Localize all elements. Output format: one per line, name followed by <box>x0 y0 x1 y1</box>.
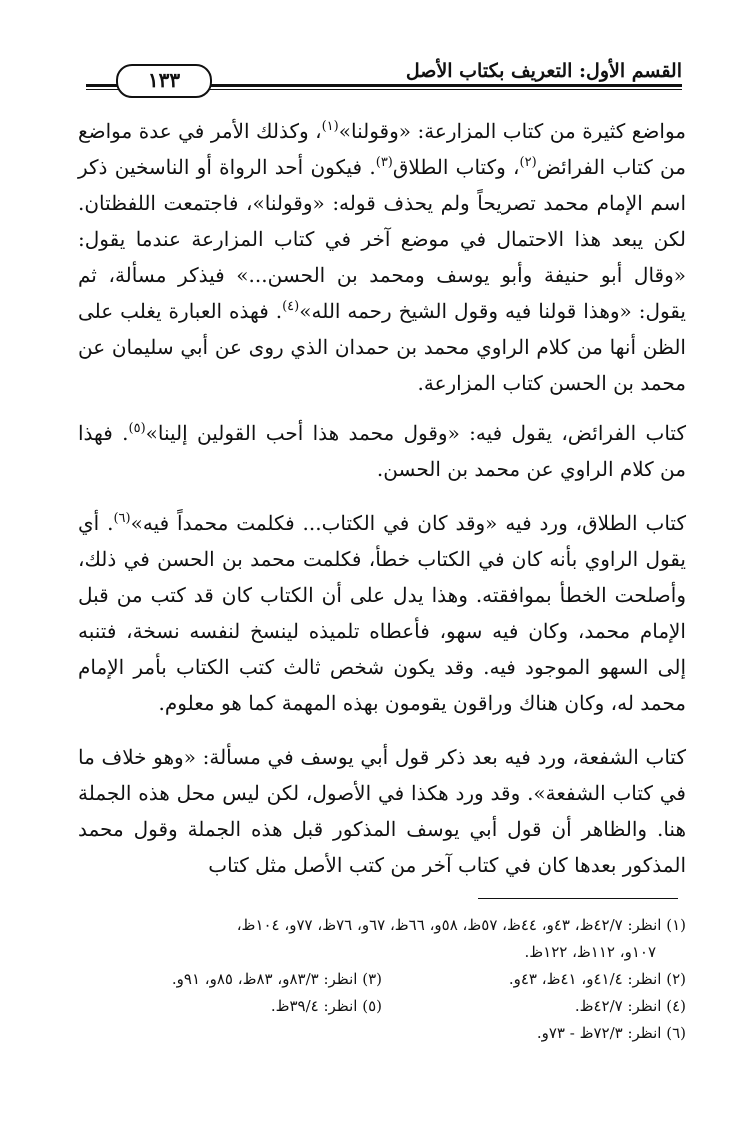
footnotes <box>78 912 686 1047</box>
footnote-4: (٤) انظر: ٤٢/٧ظ. <box>574 997 686 1015</box>
footnote-row <box>78 966 686 993</box>
running-header <box>86 56 682 96</box>
footnote-ref-6[interactable]: (٦) <box>113 511 131 526</box>
footnote-row <box>78 993 686 1020</box>
footnote-1: (١) انظر: ٤٢/٧ظ، ٤٣و، ٤٤ظ، ٥٧ظ، ٥٨و، ٦٦ظ، ٦٧و، ٧٦ظ، ٧٧و، ١٠٤ظ، <box>236 916 686 934</box>
footnote-5: (٥) انظر: ٣٩/٤ظ. <box>270 997 382 1015</box>
footnote-ref-2[interactable]: (٢) <box>519 155 537 170</box>
footnote-6: (٦) انظر: ٧٢/٣ظ - ٧٣و. <box>536 1024 686 1042</box>
paragraph-text: . أي يقول الراوي بأنه كان في الكتاب خطأ، فكلمت محمد بن الحسن في ذلك، وأصلحت الخطأ بموافقته. وهذا يدل على أن الكتاب كان قد كتب من قبل الإمام محمد، وكان فيه سهو، فأعطاه تلميذه لينسخ لنفسه نسخة، فتنبه إلى السهو الموجود فيه. وقد يكون شخص ثالث كتب الكتاب بأمر الإمام محمد له، وكان هناك وراقون يقومون بهذه المهمة كما هو معلوم. <box>78 511 686 715</box>
paragraph-text: ، وكتاب الطلاق <box>392 155 520 179</box>
page-number: ١٣٣ <box>116 64 212 98</box>
paragraph-text: كتاب الطلاق، ورد فيه «وقد كان في الكتاب... فكلمت محمداً فيه» <box>130 511 686 535</box>
paragraph-text: مواضع كثيرة من كتاب المزارعة: «وقولنا» <box>338 119 687 143</box>
footnote-ref-3[interactable]: (٣) <box>375 155 393 170</box>
footnote-ref-4[interactable]: (٤) <box>282 299 300 314</box>
body-text <box>78 113 686 901</box>
paragraph-text: . فهذه العبارة يغلب على الظن أنها من كلام الراوي محمد بن حمدان الذي روى عن أبي سليمان عن محمد بن الحسن كتاب المزارعة. <box>78 299 686 395</box>
footnote-3: (٣) انظر: ٨٣/٣و، ٨٣ظ، ٨٥و، ٩١و. <box>171 970 382 988</box>
paragraph-talaq <box>78 505 686 721</box>
paragraph-text: . فهذا من كلام الراوي عن محمد بن الحسن. <box>78 421 686 481</box>
paragraph-faraid <box>78 415 686 487</box>
paragraph-text: ، وكذلك الأمر في عدة مواضع من كتاب الفرائض <box>78 119 686 179</box>
paragraph-shufaa <box>78 739 686 883</box>
footnote-ref-5[interactable]: (٥) <box>128 421 146 436</box>
footnote-separator <box>478 898 678 899</box>
paragraph-text: . فيكون أحد الرواة أو الناسخين ذكر اسم الإمام محمد تصريحاً ولم يحذف قوله: «وقولنا»، فاجتمعت اللفظتان. لكن يبعد هذا الاحتمال في موضع آخر في كتاب المزارعة عندما يقول: «وقال أبو حنيفة وأبو يوسف ومحمد بن الحسن...» فيذكر مسألة، ثم يقول: «وهذا قولنا فيه وقول الشيخ رحمه الله» <box>78 155 687 323</box>
footnote-1-continued: ١٠٧و، ١١٢ظ، ١٢٢ظ. <box>524 943 656 961</box>
footnote-2: (٢) انظر: ٤١/٤و، ٤١ظ، ٤٣و. <box>508 970 686 988</box>
paragraph-mazaraa <box>78 113 686 401</box>
footnote-ref-1[interactable]: (١) <box>321 119 339 134</box>
section-title: القسم الأول: التعريف بكتاب الأصل <box>405 60 682 82</box>
paragraph-text: كتاب الشفعة، ورد فيه بعد ذكر قول أبي يوسف في مسألة: «وهو خلاف ما في كتاب الشفعة». وقد ورد هكذا في الأصول، لكن ليس محل هذه الجملة هنا. والظاهر أن قول أبي يوسف المذكور قبل هذه الجملة وقول محمد المذكور بعدها كان في كتاب آخر من كتب الأصل مثل كتاب <box>78 745 686 877</box>
paragraph-text: كتاب الفرائض، يقول فيه: «وقول محمد هذا أحب القولين إلينا» <box>145 421 686 445</box>
